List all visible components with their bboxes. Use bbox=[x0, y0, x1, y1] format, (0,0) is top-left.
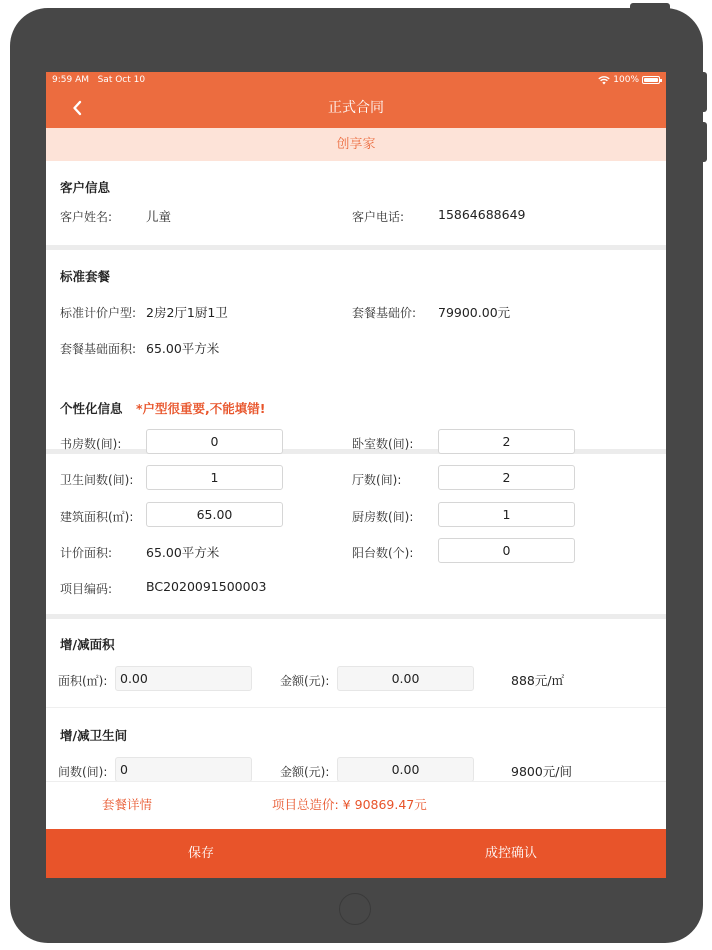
package-type-label: 标准计价户型: bbox=[60, 306, 137, 320]
package-type-value: 2房2厅1厨1卫 bbox=[146, 305, 228, 320]
project-code-label: 项目编码: bbox=[60, 582, 113, 596]
confirm-button[interactable]: 成控确认 bbox=[484, 846, 537, 861]
section-divider bbox=[46, 707, 666, 708]
price-area-label: 计价面积: bbox=[60, 546, 113, 560]
bedroom-count-label: 卧室数(间): bbox=[352, 437, 414, 451]
bath-adjust-title: 增/减卫生间 bbox=[60, 728, 128, 743]
area-adjust-unit-price: 888元/㎡ bbox=[511, 673, 565, 688]
bath-adjust-amount-label: 金额(元): bbox=[280, 765, 330, 779]
home-button[interactable] bbox=[339, 893, 371, 925]
area-adjust-title: 增/减面积 bbox=[60, 637, 115, 652]
screen bbox=[46, 72, 666, 878]
power-button bbox=[630, 3, 670, 11]
build-area-label: 建筑面积(㎡): bbox=[60, 510, 134, 524]
area-adjust-area-input[interactable]: 0.00 bbox=[115, 666, 252, 691]
nav-bar bbox=[46, 88, 666, 128]
bath-adjust-count-input[interactable]: 0 bbox=[115, 757, 252, 781]
package-section-title: 标准套餐 bbox=[60, 269, 111, 284]
section-divider bbox=[46, 614, 666, 619]
bathroom-count-input[interactable]: 1 bbox=[146, 465, 283, 490]
page-title: 正式合同 bbox=[328, 100, 384, 116]
customer-name-value: 儿童 bbox=[146, 209, 172, 224]
bathroom-count-label: 卫生间数(间): bbox=[60, 473, 134, 487]
personal-section-title: 个性化信息 bbox=[60, 401, 123, 416]
area-adjust-area-label: 面积(㎡): bbox=[58, 674, 108, 688]
volume-up-button bbox=[700, 72, 707, 112]
battery-icon bbox=[642, 76, 660, 84]
price-summary bbox=[46, 781, 666, 830]
bedroom-count-input[interactable]: 2 bbox=[438, 429, 575, 454]
package-detail-link[interactable]: 套餐详情 bbox=[102, 797, 153, 812]
bath-adjust-count-label: 间数(间): bbox=[58, 765, 108, 779]
package-base-price-value: 79900.00元 bbox=[438, 305, 511, 320]
project-code-value: BC2020091500003 bbox=[146, 579, 267, 594]
build-area-input[interactable]: 65.00 bbox=[146, 502, 283, 527]
study-count-input[interactable]: 0 bbox=[146, 429, 283, 454]
wifi-icon bbox=[598, 75, 610, 85]
save-button[interactable]: 保存 bbox=[187, 846, 214, 861]
total-price: 项目总造价: ¥ 90869.47元 bbox=[272, 797, 427, 812]
battery-percent: 100% bbox=[613, 75, 639, 85]
action-bar bbox=[46, 829, 666, 878]
customer-name-label: 客户姓名: bbox=[60, 210, 113, 224]
kitchen-count-label: 厨房数(间): bbox=[352, 510, 414, 524]
area-adjust-amount-label: 金额(元): bbox=[280, 674, 330, 688]
customer-phone-value: 15864688649 bbox=[438, 207, 526, 222]
form-scroll[interactable] bbox=[46, 161, 666, 781]
personal-warning: *户型很重要,不能填错! bbox=[136, 401, 266, 416]
company-banner: 创享家 bbox=[46, 128, 666, 161]
hall-count-input[interactable]: 2 bbox=[438, 465, 575, 490]
area-adjust-amount-value: 0.00 bbox=[337, 666, 474, 691]
kitchen-count-input[interactable]: 1 bbox=[438, 502, 575, 527]
study-count-label: 书房数(间): bbox=[60, 437, 122, 451]
balcony-count-input[interactable]: 0 bbox=[438, 538, 575, 563]
bath-adjust-amount-value: 0.00 bbox=[337, 757, 474, 781]
price-area-value: 65.00平方米 bbox=[146, 545, 220, 560]
package-base-area-value: 65.00平方米 bbox=[146, 341, 220, 356]
volume-down-button bbox=[700, 122, 707, 162]
section-divider bbox=[46, 245, 666, 250]
bath-adjust-unit-price: 9800元/间 bbox=[511, 764, 573, 779]
status-time: 9:59 AM Sat Oct 10 bbox=[52, 75, 146, 85]
status-bar bbox=[46, 72, 666, 88]
balcony-count-label: 阳台数(个): bbox=[352, 546, 414, 560]
customer-phone-label: 客户电话: bbox=[352, 210, 405, 224]
package-base-area-label: 套餐基础面积: bbox=[60, 342, 137, 356]
package-base-price-label: 套餐基础价: bbox=[352, 306, 417, 320]
customer-section-title: 客户信息 bbox=[60, 180, 111, 195]
hall-count-label: 厅数(间): bbox=[352, 473, 402, 487]
